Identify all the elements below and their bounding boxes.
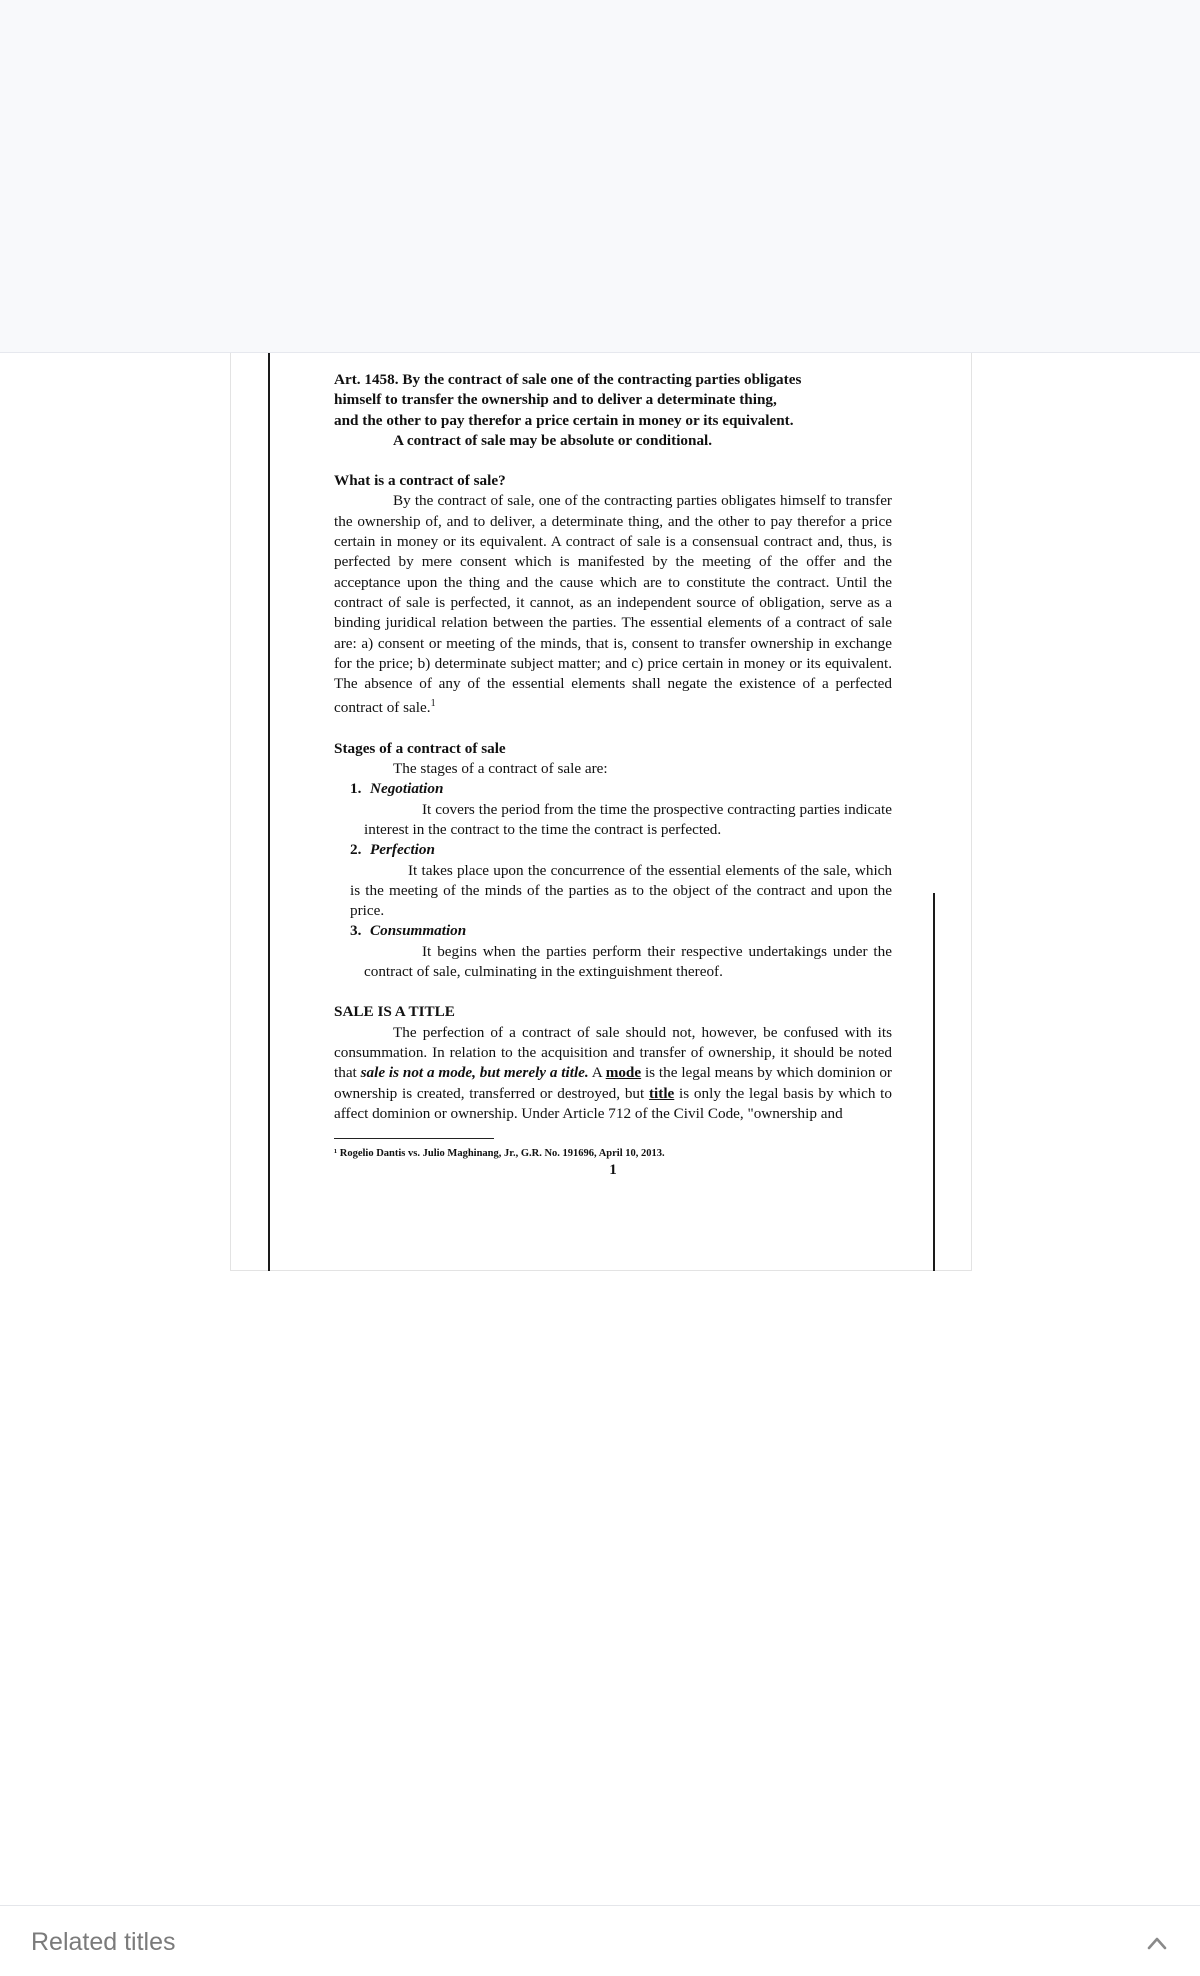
stage-number: 3. (350, 922, 362, 940)
document-page (230, 353, 972, 1271)
viewer-top-area (0, 0, 1200, 353)
heading-what-is-contract-of-sale: What is a contract of sale? (334, 472, 506, 490)
article-line: himself to transfer the ownership and to deliver a determinate thing, (334, 391, 777, 409)
stage-title-perfection (334, 840, 892, 860)
stage-name: Perfection (370, 841, 435, 859)
article-line: Art. 1458. By the contract of sale one of the contracting parties obligates (334, 371, 802, 388)
stage-body-negotiation: It covers the period from the time the prospective contracting parties indicate interest in the contract to the time the contract is perfected. (364, 800, 892, 838)
stage-body-perfection: It takes place upon the concurrence of the essential elements of the sale, which is the meeting of the minds of the parties as to the object of the contract and upon the price. (350, 861, 892, 920)
stage-name: Consummation (370, 922, 467, 940)
term-mode: mode (605, 1064, 642, 1082)
page-text (334, 370, 892, 1178)
heading-sale-is-a-title: SALE IS A TITLE (334, 1003, 455, 1021)
footnote-divider (334, 1138, 494, 1139)
stage-title-consummation (334, 921, 892, 941)
heading-stages: Stages of a contract of sale (334, 739, 506, 757)
sale-body-part1: The perfection of a contract of sale should not, however, be confused with its consummation. In relation to the acquisition and transfer of ownership, it should be noted that (334, 1023, 892, 1082)
article-second-sentence: A contract of sale may be absolute or conditional. (393, 431, 713, 449)
sale-body-part3: is the legal means by which dominion or ownership is created, transferred or destroyed, but (334, 1064, 892, 1102)
term-title: title (648, 1084, 675, 1102)
scan-binding-edge-left (268, 353, 270, 1271)
sale-emphasis: sale is not a mode, but merely a title. (360, 1064, 589, 1082)
related-titles-bar[interactable] (0, 1905, 1200, 1976)
what-is-body-text: By the contract of sale, one of the contracting parties obligates himself to transfer the ownership of, and to deliver, a determinate thing, and the other to pay therefor a price certain in money or its equivalent. A contract of sale is a consensual contract and, thus, is perfected by mere consent which is manifested by the meeting of the offer and the acceptance upon the thing and the cause which are to constitute the contract. Until the contract of sale is perfected, it cannot, as an independent source of obligation, serve as a binding juridical relation between the parties. The essential elements of a contract of sale are: a) consent or meeting of the minds, that is, consent to transfer ownership in exchange for the price; b) determinate subject matter; and c) price certain in money or its equivalent. The absence of any of the essential elements shall negate the existence of a perfected contract of sale. (334, 492, 892, 717)
stage-body-consummation: It begins when the parties perform their respective undertakings under the contract of sale, culminating in the extinguishment thereof. (364, 942, 892, 981)
sale-body-part2: A (588, 1064, 606, 1082)
stages-intro: The stages of a contract of sale are: (393, 760, 608, 778)
page-number: 1 (609, 1162, 617, 1179)
chevron-up-icon[interactable] (1147, 1936, 1167, 1950)
sale-is-title-body (334, 1023, 892, 1124)
what-is-body (334, 491, 892, 718)
article-1458 (334, 370, 892, 451)
related-titles-label[interactable]: Related titles (31, 1928, 176, 1956)
sale-body-part4: is only the legal basis by which to affect dominion or ownership. Under Article 712 of the Civil Code, "ownership and (334, 1084, 892, 1122)
footnote-marker[interactable]: 1 (430, 698, 436, 710)
article-line: and the other to pay therefor a price certain in money or its equivalent. (334, 411, 794, 429)
footnote: ¹ Rogelio Dantis vs. Julio Maghinang, Jr., G.R. No. 191696, April 10, 2013. (334, 1148, 665, 1160)
stage-number: 1. (350, 780, 362, 798)
stage-title-negotiation (334, 779, 892, 799)
scan-binding-edge-right (933, 893, 935, 1271)
stage-number: 2. (350, 841, 362, 859)
stage-name: Negotiation (370, 780, 444, 798)
